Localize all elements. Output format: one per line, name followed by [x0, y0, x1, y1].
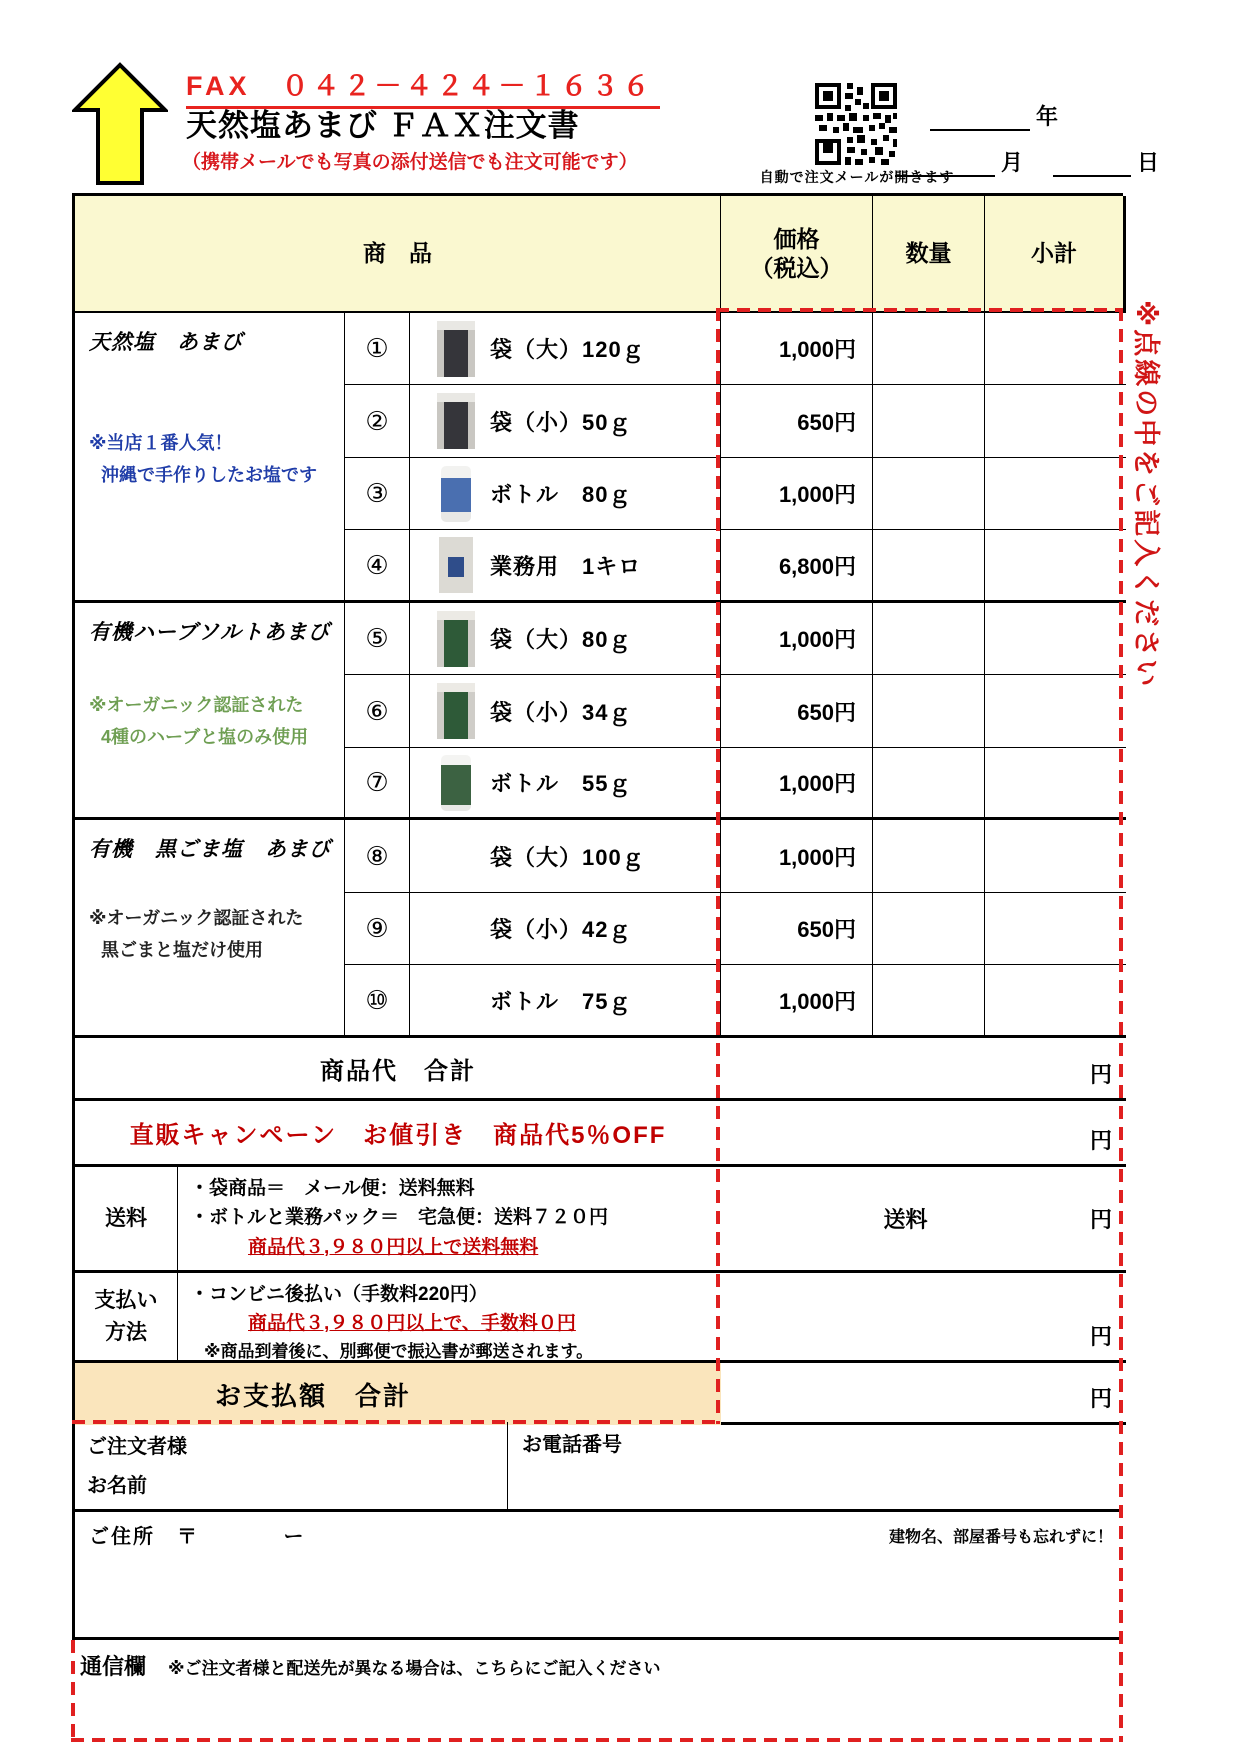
memo-field[interactable] — [72, 1640, 1123, 1742]
dashed-outline-inner-left — [716, 308, 720, 1424]
item-price: 6,800円 — [721, 530, 873, 603]
shipping-details: ・袋商品＝ メール便：送料無料 ・ボトルと業務パック＝ 宅急便：送料７２０円 商品代３,９８０円以上で送料無料 — [178, 1167, 721, 1273]
dashed-outline-bottom — [71, 1738, 1123, 1742]
grand-total-amount-cell[interactable] — [721, 1363, 1126, 1425]
payment-amount-cell[interactable] — [721, 1273, 1126, 1363]
dashed-outline-bottom-left — [71, 1640, 75, 1742]
memo-label: 通信欄 — [80, 1654, 147, 1679]
payment-free-note: 商品代３,９８０円以上で、手数料０円 — [248, 1313, 576, 1335]
yen-label: 円 — [1089, 1062, 1112, 1087]
payment-note: ※商品到着後に、別郵便で振込書が郵送されます。 — [204, 1341, 594, 1361]
item-subtotal-cell[interactable] — [985, 748, 1126, 820]
product-photo-slot — [436, 321, 476, 377]
fax-number: FAX ０４２－４２４－１６３６ — [186, 64, 660, 109]
campaign-label: 直販キャンペーン お値引き 商品代5％OFF — [75, 1101, 721, 1167]
item-subtotal-cell[interactable] — [985, 965, 1126, 1038]
grand-total-label: お支払額 合計 — [75, 1363, 721, 1425]
item-description: 業務用 1キロ — [490, 553, 642, 579]
yen-label: 円 — [1089, 1207, 1112, 1232]
address-label: ご住所 〒 — [89, 1526, 199, 1548]
item-price: 1,000円 — [721, 458, 873, 530]
item-price: 1,000円 — [721, 748, 873, 820]
up-arrow-icon — [72, 62, 168, 191]
item-subtotal-cell[interactable] — [985, 313, 1126, 385]
item-subtotal-cell[interactable] — [985, 458, 1126, 530]
payment-details: ・コンビニ後払い（手数料220円） 商品代３,９８０円以上で、手数料０円 ※商品到着後に、別郵便で振込書が郵送されます。 — [178, 1273, 721, 1363]
order-table — [72, 193, 1123, 1422]
product-photo-bag-dark — [437, 321, 475, 377]
item-description: 袋（大）80ｇ — [490, 627, 632, 652]
item-subtotal-cell[interactable] — [985, 820, 1126, 893]
product-photo-slot — [436, 611, 476, 667]
dashed-outline-mid — [72, 1420, 720, 1424]
item-qty-cell[interactable] — [873, 530, 985, 603]
campaign-row — [75, 1101, 1126, 1167]
payment-label: 支払い 方法 — [75, 1273, 178, 1363]
dashed-outline-right — [1119, 308, 1123, 1742]
product-photo-slot — [436, 466, 476, 522]
item-number: ⑧ — [345, 820, 410, 893]
dashed-outline-top — [716, 308, 1123, 312]
group-note: ※当店１番人気！ 沖縄で手作りしたお塩です — [89, 433, 317, 485]
product-photo-pack-white — [439, 537, 473, 593]
item-subtotal-cell[interactable] — [985, 530, 1126, 603]
shipping-amount-cell[interactable] — [721, 1167, 1126, 1273]
item-qty-cell[interactable] — [873, 965, 985, 1038]
product-photo-slot — [436, 537, 476, 593]
item-description: ボトル 75ｇ — [490, 988, 632, 1014]
customer-box — [72, 1422, 1123, 1512]
item-qty-cell[interactable] — [873, 458, 985, 530]
grand-total-row — [75, 1363, 1126, 1425]
item-number: ⑨ — [345, 893, 410, 965]
item-description: 袋（大）100ｇ — [490, 844, 645, 870]
items-total-row — [75, 1038, 1126, 1101]
group-note: ※オーガニック認証された 黒ごまと塩だけ使用 — [89, 908, 304, 960]
shipping-free-note: 商品代３,９８０円以上で送料無料 — [248, 1236, 539, 1258]
product-photo-bag-green — [437, 683, 475, 739]
phone-label: お電話番号 — [522, 1434, 622, 1456]
page-title: 天然塩あまび ＦＡＸ注文書 — [186, 108, 580, 143]
orderer-label: ご注文者様 — [87, 1436, 187, 1458]
items-total-amount-cell[interactable] — [721, 1038, 1126, 1101]
item-number: ④ — [345, 530, 410, 603]
date-year-label: 年 — [1036, 104, 1059, 129]
item-description-cell — [410, 675, 721, 748]
item-description: 袋（小）42ｇ — [490, 917, 632, 942]
item-price: 1,000円 — [721, 965, 873, 1038]
product-group-label — [75, 820, 345, 1038]
date-day-input[interactable] — [1053, 147, 1131, 177]
product-photo-bottle-green — [441, 755, 471, 811]
address-note: 建物名、部屋番号も忘れずに！ — [888, 1529, 1113, 1546]
group-name: 有機 黒ごま塩 あまび — [89, 838, 331, 861]
orderer-name-field[interactable] — [75, 1422, 508, 1509]
item-price: 650円 — [721, 385, 873, 458]
header-qty: 数量 — [873, 196, 985, 313]
shipping-row — [75, 1167, 1126, 1273]
date-day-label: 日 — [1137, 150, 1160, 175]
group-name: 有機ハーブソルトあまび — [89, 621, 330, 644]
item-number: ① — [345, 313, 410, 385]
item-number: ② — [345, 385, 410, 458]
product-group-label — [75, 313, 345, 603]
item-qty-cell[interactable] — [873, 675, 985, 748]
item-qty-cell[interactable] — [873, 820, 985, 893]
item-qty-cell[interactable] — [873, 385, 985, 458]
product-photo-slot — [436, 683, 476, 739]
memo-note: ※ご注文者様と配送先が異なる場合は、こちらにご記入ください — [168, 1659, 661, 1678]
header-product: 商 品 — [75, 196, 721, 313]
item-description: ボトル 80ｇ — [490, 482, 632, 507]
page-subtitle: （携帯メールでも写真の添付送信でも注文可能です） — [182, 152, 638, 173]
date-month-label: 月 — [1001, 150, 1024, 175]
item-number: ⑩ — [345, 965, 410, 1038]
item-price: 650円 — [721, 675, 873, 748]
item-description: 袋（大）120ｇ — [490, 337, 645, 362]
item-qty-cell[interactable] — [873, 893, 985, 965]
campaign-amount-cell[interactable] — [721, 1101, 1126, 1167]
header-price: 価格 （税込） — [721, 196, 873, 313]
header-subtotal: 小計 — [985, 196, 1126, 313]
date-year-input[interactable] — [930, 101, 1030, 131]
item-qty-cell[interactable] — [873, 313, 985, 385]
item-qty-cell[interactable] — [873, 748, 985, 820]
orderer-name-label: お名前 — [87, 1475, 147, 1497]
group-name: 天然塩 あまび — [89, 331, 243, 354]
item-description-cell — [410, 748, 721, 820]
item-subtotal-cell[interactable] — [985, 385, 1126, 458]
item-description: 袋（小）50ｇ — [490, 409, 632, 435]
item-description: 袋（小）34ｇ — [490, 699, 632, 725]
item-subtotal-cell[interactable] — [985, 675, 1126, 748]
product-photo-bag-dark — [437, 393, 475, 449]
product-photo-slot — [436, 393, 476, 449]
item-description: ボトル 55ｇ — [490, 771, 632, 796]
yen-label: 円 — [1089, 1386, 1112, 1411]
product-photo-bottle-blue — [441, 466, 471, 522]
yen-label: 円 — [1089, 1324, 1112, 1349]
item-description-cell — [410, 820, 721, 893]
item-description-cell — [410, 313, 721, 385]
qr-caption: 自動で注文メールが開きます — [759, 169, 955, 185]
fill-in-instruction: ※点線の中をご記入ください — [1131, 300, 1161, 690]
item-price: 1,000円 — [721, 603, 873, 675]
item-subtotal-cell[interactable] — [985, 603, 1126, 675]
items-total-label: 商品代 合計 — [75, 1038, 721, 1101]
payment-row — [75, 1273, 1126, 1363]
product-group-label — [75, 603, 345, 820]
item-number: ⑤ — [345, 603, 410, 675]
item-description-cell — [410, 965, 721, 1038]
postal-code-dash: ー — [283, 1526, 304, 1548]
item-number: ③ — [345, 458, 410, 530]
product-photo-bag-green — [437, 611, 475, 667]
item-description-cell — [410, 530, 721, 603]
item-number: ⑥ — [345, 675, 410, 748]
address-field[interactable] — [72, 1512, 1123, 1640]
item-price: 1,000円 — [721, 313, 873, 385]
item-qty-cell[interactable] — [873, 603, 985, 675]
shipping-amount-word: 送料 — [883, 1207, 928, 1232]
product-photo-slot — [436, 755, 476, 811]
item-description-cell — [410, 893, 721, 965]
qr-code — [815, 83, 897, 170]
item-price: 650円 — [721, 893, 873, 965]
group-note: ※オーガニック認証された 4種のハーブと塩のみ使用 — [89, 695, 309, 747]
item-price: 1,000円 — [721, 820, 873, 893]
item-description-cell — [410, 385, 721, 458]
date-month-input[interactable] — [895, 147, 995, 177]
shipping-label: 送料 — [75, 1167, 178, 1273]
item-subtotal-cell[interactable] — [985, 893, 1126, 965]
item-number: ⑦ — [345, 748, 410, 820]
item-description-cell — [410, 458, 721, 530]
phone-field[interactable] — [508, 1422, 1123, 1509]
yen-label: 円 — [1089, 1128, 1112, 1153]
item-description-cell — [410, 603, 721, 675]
